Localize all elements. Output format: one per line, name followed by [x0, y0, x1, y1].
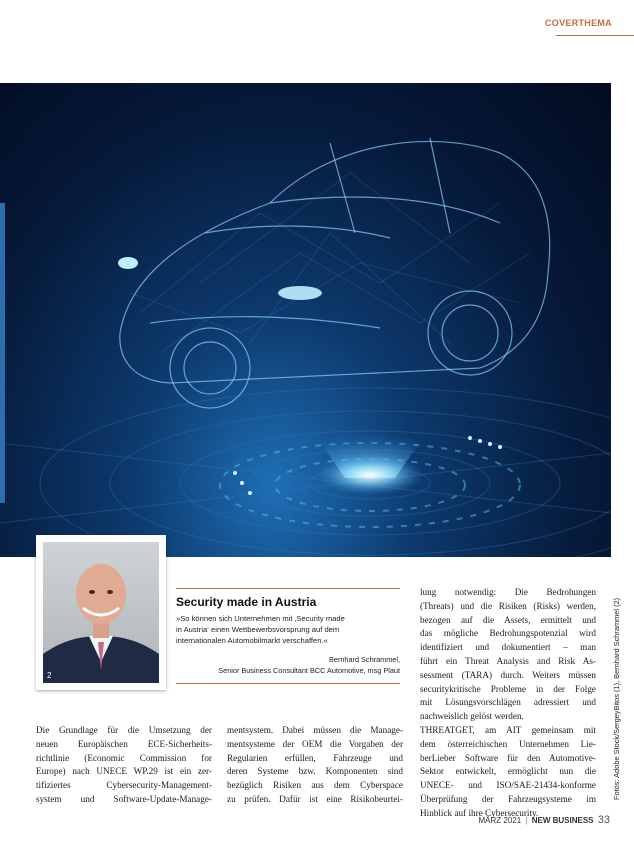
footer-separator: |: [525, 816, 528, 825]
footer-publication: NEW BUSINESS: [531, 816, 594, 825]
body-line: richtlinie (Economic Commission for: [36, 752, 212, 763]
quote-author: Bernhard Schrammel,: [329, 655, 400, 664]
body-line: (Threats) und die Risiken (Risks) werden,: [420, 600, 596, 611]
body-line: führt ein Threat Analysis and Risk As-: [420, 655, 596, 666]
body-line: bezogen auf die Assets, ermittelt und: [420, 614, 596, 625]
hero-image: [0, 83, 611, 557]
body-line: zu prüfen. Dafür ist eine Risikobeurtei-: [227, 793, 403, 804]
body-line: neuen Europäischen ECE-Sicherheits-: [36, 738, 212, 749]
body-line: berLieber Software für den Automotive-: [420, 752, 596, 763]
body-line: securitykritische Probleme in der Folge: [420, 683, 596, 694]
photo-credit: Fotos: Adobe Stock/SergeyBitos (1), Bernhard Schrammel (2): [612, 597, 621, 800]
body-line: system und Software-Update-Manage-: [36, 793, 212, 804]
body-line: das mögliche Bedrohungspotenzial wird: [420, 628, 596, 639]
quote-line: internationalen Automobilmarkt verschaffen.«: [176, 636, 328, 645]
portrait-photo: [43, 542, 159, 683]
quote-role: Senior Business Consultant BCC Automotive, msg Plaut: [218, 666, 400, 675]
body-line: mentsystem. Dabei müssen die Manage-: [227, 725, 403, 735]
body-line: Überprüfung der Fahrzeugsysteme im: [420, 793, 596, 804]
body-line: UNECE- und ISO/SAE-21434-konforme: [420, 780, 596, 791]
body-line: Europe) nach UNECE WP.29 ist ein zer-: [36, 766, 212, 777]
footer-month: MÄRZ 2021: [478, 816, 522, 825]
quote-line: in Austria‘ einen Wettbewerbsvorsprung auf dem: [176, 625, 340, 634]
body-line: Die Grundlage für die Umsetzung der: [36, 725, 212, 735]
body-column-left: [36, 724, 212, 807]
quote-attribution: [176, 654, 400, 676]
body-line: tifiziertes Cybersecurity-Management-: [36, 780, 212, 791]
body-line: nachweislich gelöst werden.: [420, 711, 524, 722]
quote-title: Security made in Austria: [176, 595, 317, 609]
body-line: sessment (TARA) durch. Weiters müssen: [420, 669, 596, 680]
body-line: deren Systeme bzw. Komponenten sind: [227, 766, 403, 777]
body-line: bezüglich Risiken aus dem Cyberspace: [227, 780, 403, 791]
body-line: mentsysteme der OEM die Vorgaben der: [227, 738, 403, 749]
body-line: Hinblick auf ihre Cybersecurity.: [420, 807, 539, 818]
photo-number: 2: [47, 671, 52, 680]
hero-side-bar: [0, 203, 5, 503]
body-column-right: [420, 586, 596, 821]
body-column-middle: [227, 724, 403, 807]
quote-text: [176, 613, 398, 646]
section-rule: [556, 35, 634, 36]
page-number: 33: [597, 814, 610, 826]
portrait-frame: [36, 535, 166, 690]
quote-rule-bottom: [176, 683, 400, 684]
body-line: lung notwendig: Die Bedrohungen: [420, 587, 596, 597]
quote-rule-top: [176, 588, 400, 589]
body-line: Sektor entwickelt, ermöglicht nun die: [420, 766, 596, 777]
body-line: dem österreichischen Unternehmen Lie-: [420, 738, 596, 749]
body-line: Regularien erfüllen, Fahrzeuge und: [227, 752, 403, 763]
section-label: COVERTHEMA: [544, 18, 612, 28]
body-line: THREATGET, am AIT gemeinsam mit: [420, 724, 596, 735]
body-line: identifiziert und dokumentiert – man: [420, 642, 596, 653]
body-line: mit Lösungsvorschlägen adressiert und: [420, 697, 596, 708]
quote-line: »So können sich Unternehmen mit ‚Security made: [176, 614, 345, 623]
page-footer: [460, 814, 610, 826]
